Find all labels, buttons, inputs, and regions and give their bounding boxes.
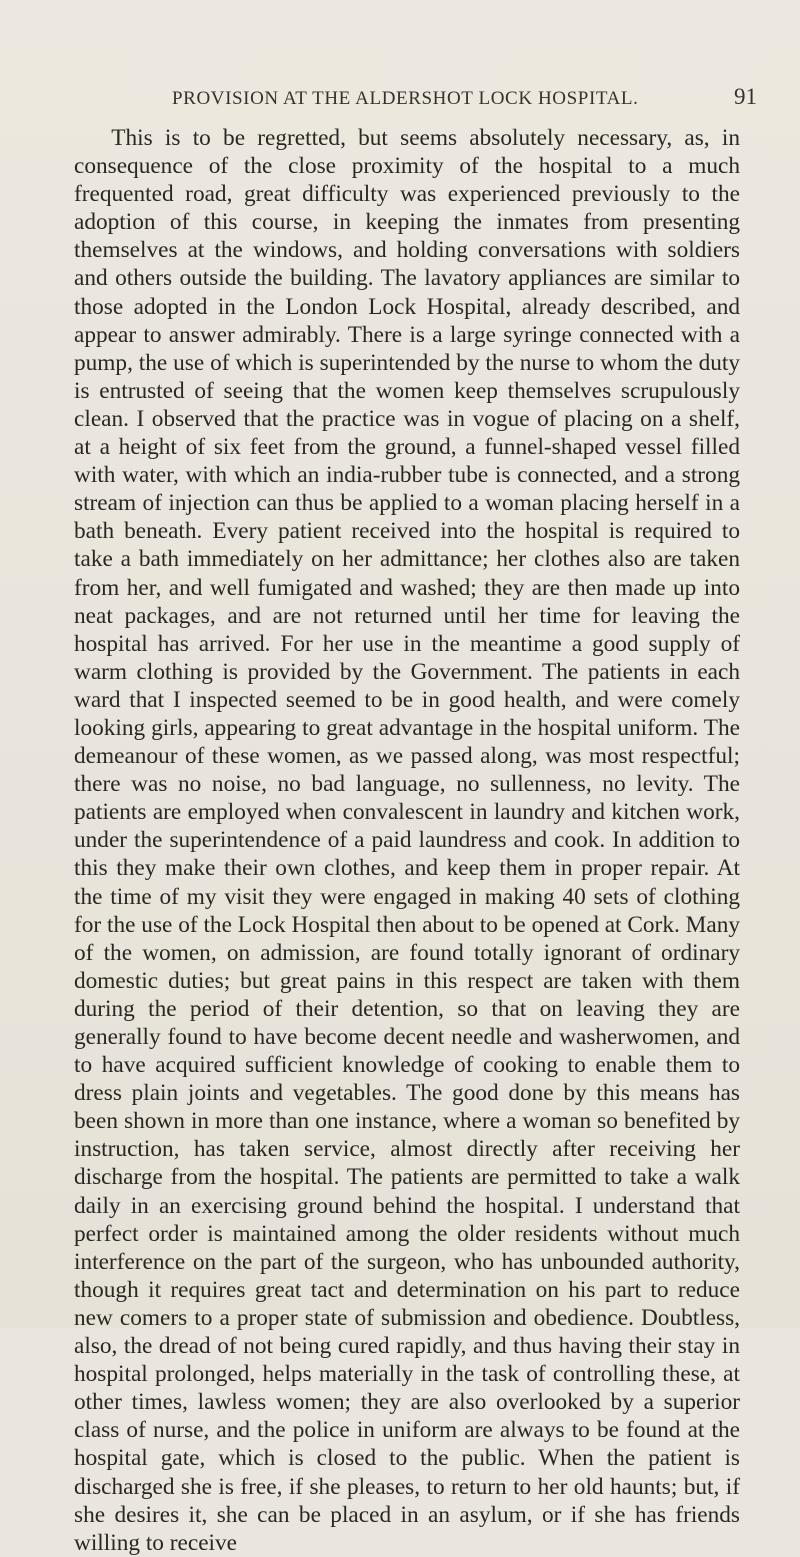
page-number: 91	[734, 84, 757, 109]
body-paragraph: This is to be regretted, but seems absolutely necessary, as, in consequence of the close proximity of the hospital to a much frequented road, great difficulty was experienced previously to the adoption of this course, in keeping the inmates from presenting themselves at the windows, and holding conversations with soldiers and others outside the building. The lavatory appliances are similar to those adopted in the London Lock Hospital, already described, and appear to answer admirably. There is a large syringe connected with a pump, the use of which is superintended by the nurse to whom the duty is entrusted of seeing that the women keep themselves scrupulously clean. I observed that the practice was in vogue of placing on a shelf, at a height of six feet from the ground, a funnel-shaped vessel filled with water, with which an india-rubber tube is connected, and a strong stream of injection can thus be applied to a woman placing herself in a bath beneath. Every patient received into the hospital is required to take a bath immediately on her admittance; her clothes also are taken from her, and well fumigated and washed; they are then made up into neat packages, and are not returned until her time for leaving the hospital has arrived. For her use in the meantime a good supply of warm clothing is provided by the Government. The patients in each ward that I inspected seemed to be in good health, and were comely looking girls, appearing to great advantage in the hospital uniform. The demeanour of these women, as we passed along, was most respectful; there was no noise, no bad language, no sullenness, no levity. The patients are employed when convalescent in laundry and kitchen work, under the superintendence of a paid laundress and cook. In addition to this they make their own clothes, and keep them in proper repair. At the time of my visit they were engaged in making 40 sets of clothing for the use of the Lock Hospital then about to be opened at Cork. Many of the women, on admission, are found totally ignorant of ordinary domestic duties; but great pains in this respect are taken with them during the period of their detention, so that on leaving they are generally found to have become decent needle and washerwomen, and to have acquired sufficient knowledge of cooking to enable them to dress plain joints and vegetables. The good done by this means has been shown in more than one instance, where a woman so benefited by instruction, has taken service, almost directly after receiving her discharge from the hospital. The patients are permitted to take a walk daily in an exercising ground behind the hospital. I understand that perfect order is maintained among the older residents without much interference on the part of the surgeon, who has unbounded authority, though it requires great tact and determination on his part to reduce new comers to a proper state of submission and obedience. Doubtless, also, the dread of not being cured rapidly, and thus having their stay in hospital prolonged, helps materially in the task of controlling these, at other times, lawless women; they are also overlooked by a superior class of nurse, and the police in uniform are always to be found at the hospital gate, which is closed to the public. When the patient is discharged she is free, if she pleases, to return to her old haunts; but, if she desires it, she can be placed in an asylum, or if she has friends willing to receive	[74, 125, 740, 1556]
running-head: PROVISION AT THE ALDERSHOT LOCK HOSPITAL.	[172, 88, 639, 109]
